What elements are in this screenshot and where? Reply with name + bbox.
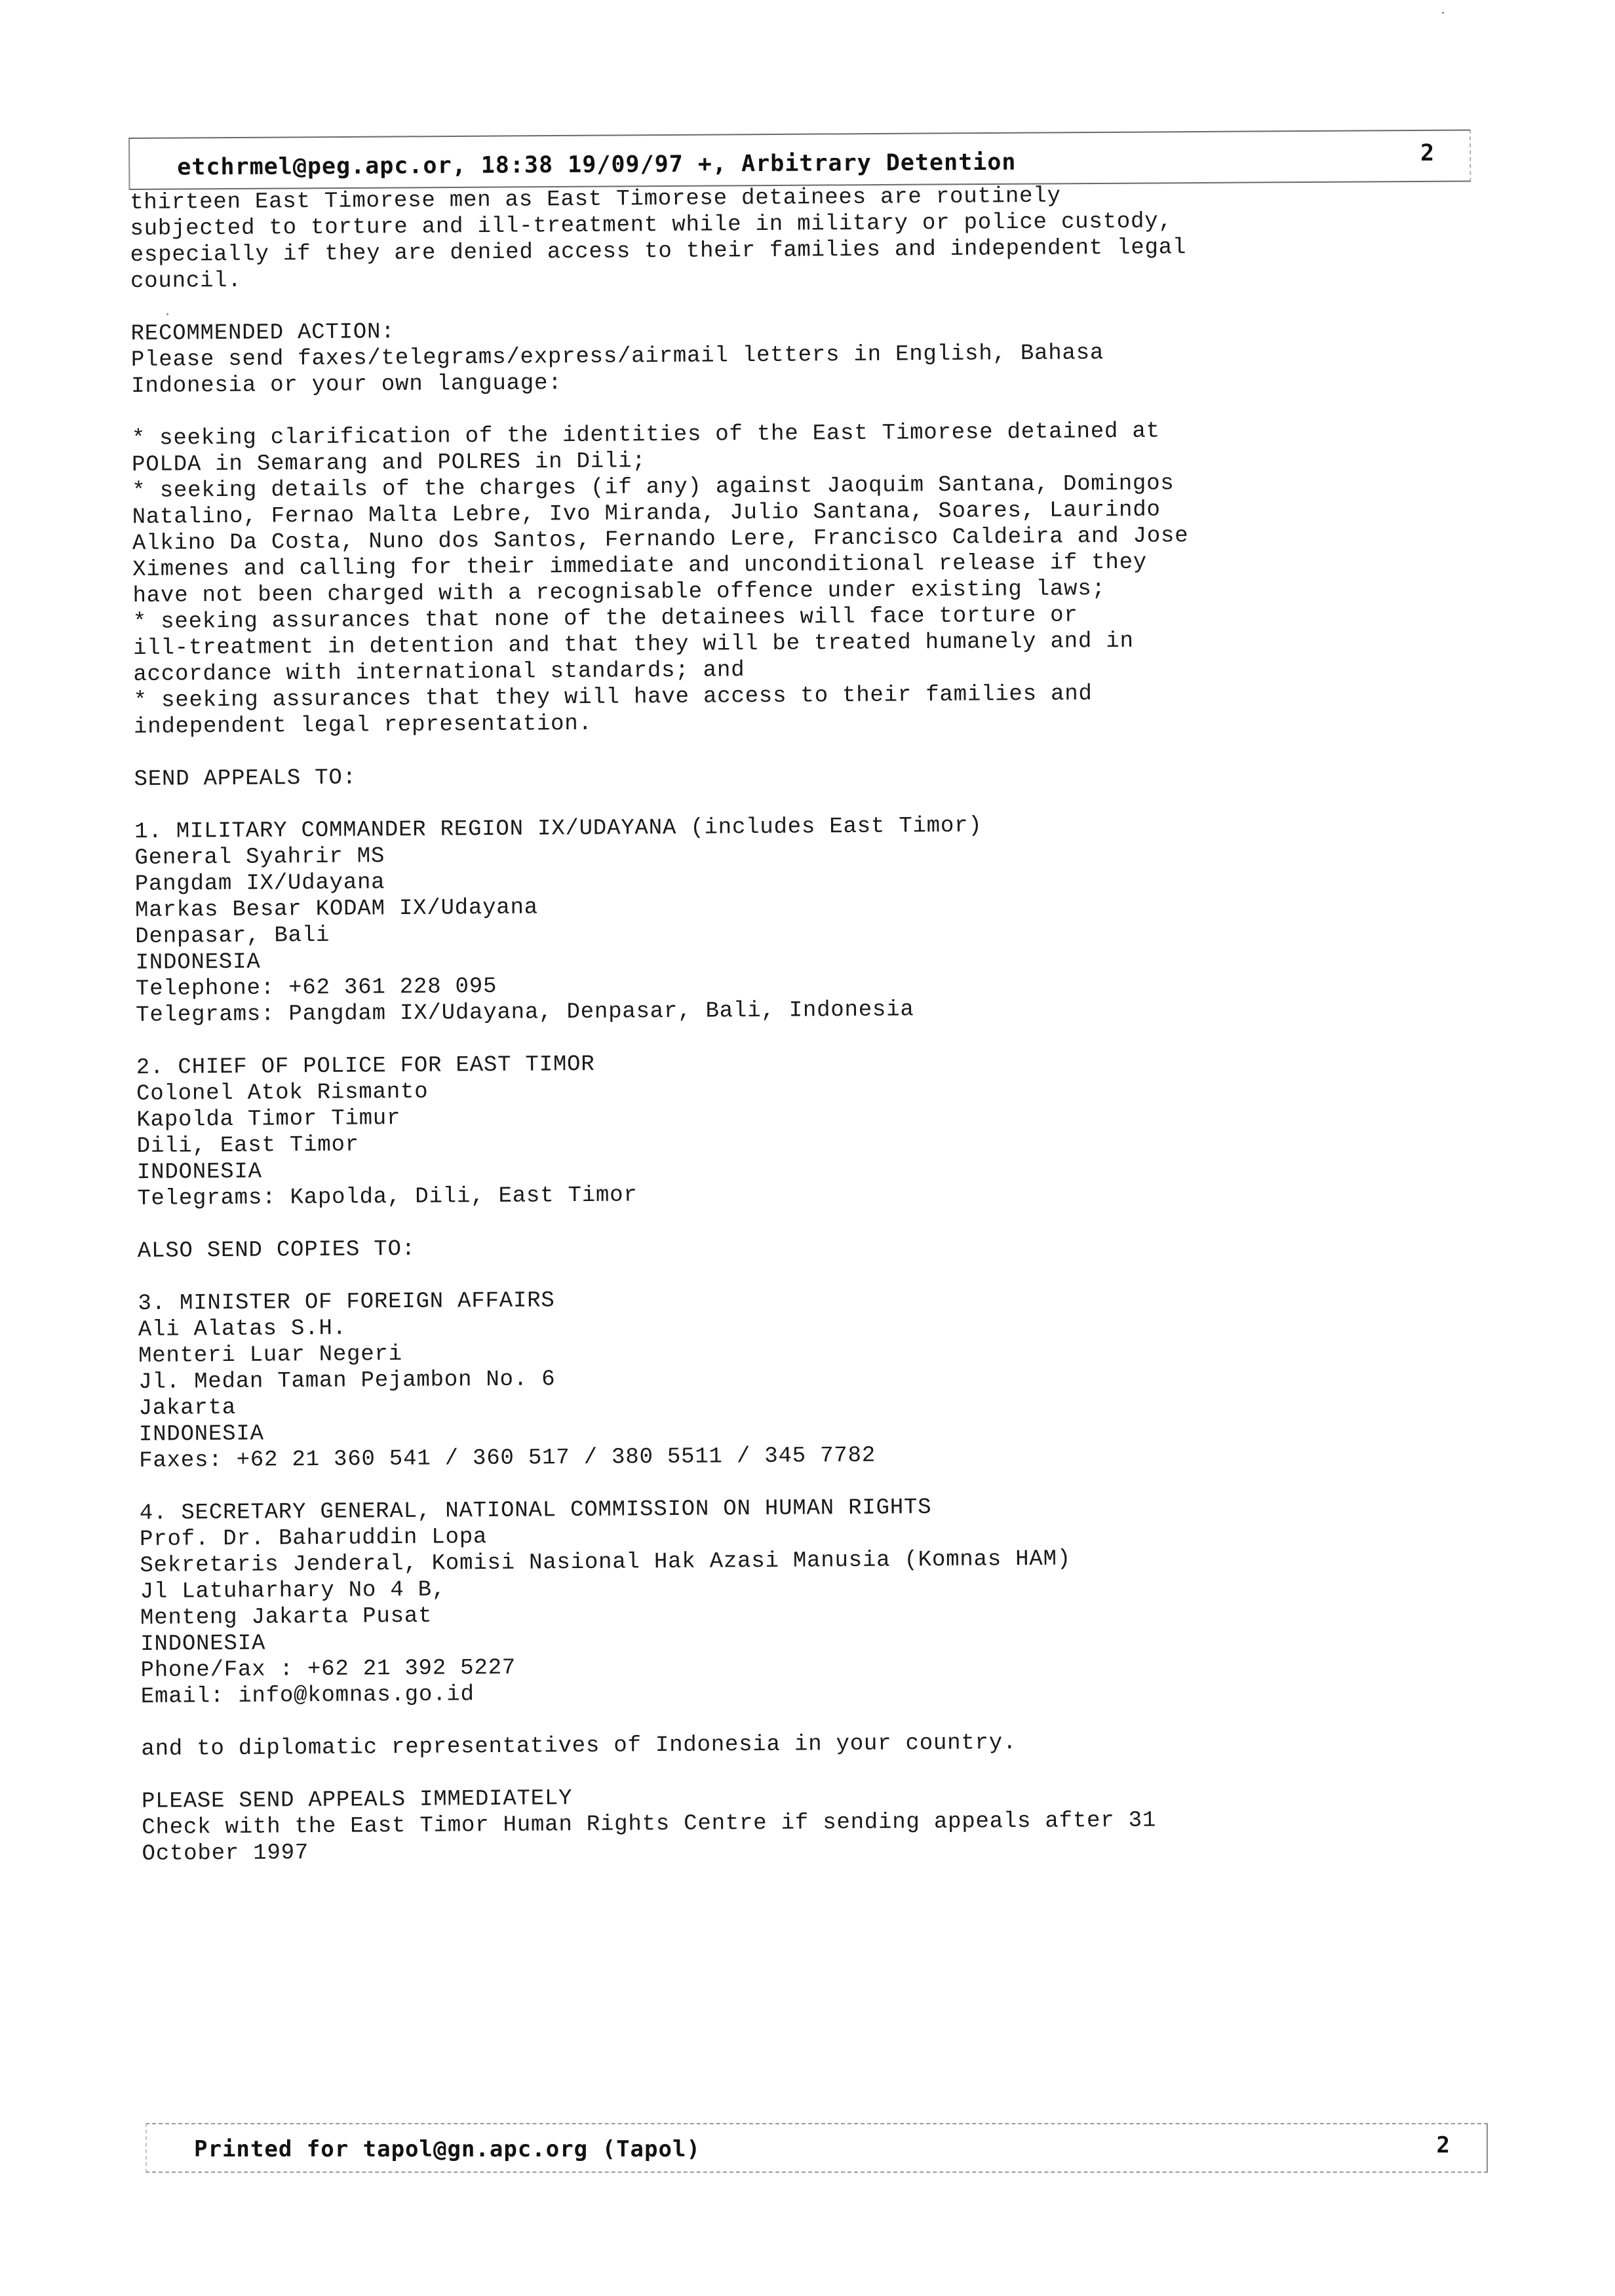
text-line: 2. CHIEF OF POLICE FOR EAST TIMOR xyxy=(136,1052,595,1081)
text-line: accordance with international standards; and xyxy=(133,658,745,687)
paragraph xyxy=(141,1727,1439,1763)
text-line: Colonel Atok Rismanto xyxy=(136,1079,429,1107)
text-line: Ximenes and calling for their immediate and unconditional release if they xyxy=(132,550,1148,583)
text-line: council. xyxy=(130,268,242,294)
print-header xyxy=(128,129,1471,190)
text-line: independent legal representation. xyxy=(133,711,593,740)
paragraph xyxy=(136,1045,1435,1212)
text-line: INDONESIA xyxy=(140,1631,266,1657)
scan-speck xyxy=(1442,12,1444,14)
text-line: 4. SECRETARY GENERAL, NATIONAL COMMISSION ON HUMAN RIGHTS xyxy=(139,1495,932,1526)
text-line: subjected to torture and ill-treatment while in military or police custody, xyxy=(130,209,1173,242)
text-line: Menteng Jakarta Pusat xyxy=(140,1603,433,1631)
text-line: Sekretaris Jenderal, Komisi Nasional Hak Azasi Manusia (Komnas HAM) xyxy=(140,1546,1072,1578)
text-line: * seeking assurances that they will have access to their families and xyxy=(133,681,1093,714)
text-line: Telephone: +62 361 228 095 xyxy=(135,974,497,1002)
text-line: Ali Alatas S.H. xyxy=(138,1316,347,1343)
text-line: Kapolda Timor Timur xyxy=(136,1106,401,1133)
text-line: General Syahrir MS xyxy=(134,844,385,871)
text-line: Alkino Da Costa, Nuno dos Santos, Fernando Lere, Francisco Caldeira and Jose xyxy=(132,524,1189,556)
footer-printed-for: Printed for tapol@gn.apc.org (Tapol) xyxy=(194,2136,701,2162)
text-line: especially if they are denied access to their families and independent legal xyxy=(130,235,1187,268)
text-line: Markas Besar KODAM IX/Udayana xyxy=(134,895,539,923)
text-line: Jakarta xyxy=(138,1395,237,1421)
footer-page-number: 2 xyxy=(1436,2132,1450,2158)
scan-speck xyxy=(166,313,168,315)
text-line: * seeking clarification of the identities of the East Timorese detained at xyxy=(131,419,1160,451)
text-line: Denpasar, Bali xyxy=(135,923,330,949)
text-line: * seeking details of the charges (if any) against Jaoquim Santana, Domingos xyxy=(132,471,1175,504)
text-line: Email: info@komnas.go.id xyxy=(140,1682,475,1710)
paragraph xyxy=(138,1281,1437,1474)
text-line: INDONESIA xyxy=(136,1159,262,1185)
paragraph xyxy=(130,311,1429,400)
paragraph xyxy=(130,180,1428,295)
text-line: Jl Latuharhary No 4 B, xyxy=(140,1577,446,1605)
paragraph xyxy=(134,809,1433,1029)
text-line: Telegrams: Pangdam IX/Udayana, Denpasar, Bali, Indonesia xyxy=(136,997,914,1028)
text-line: Faxes: +62 21 360 541 / 360 517 / 380 5511 / 345 7782 xyxy=(139,1443,876,1474)
text-line: October 1997 xyxy=(142,1841,309,1867)
text-line: Natalino, Fernao Malta Lebre, Ivo Miranda, Julio Santana, Soares, Laurindo xyxy=(132,497,1161,530)
text-line: and to diplomatic representatives of Indonesia in your country. xyxy=(141,1731,1017,1762)
text-line: Please send faxes/telegrams/express/airmail letters in English, Bahasa xyxy=(130,341,1104,373)
text-line: * seeking assurances that none of the detainees will face torture or xyxy=(132,603,1078,635)
text-line: 1. MILITARY COMMANDER REGION IX/UDAYANA (includes East Timor) xyxy=(134,813,983,845)
text-line: Menteri Luar Negeri xyxy=(138,1341,403,1369)
text-line: Telegrams: Kapolda, Dili, East Timor xyxy=(137,1183,638,1212)
text-line: Phone/Fax : +62 21 392 5227 xyxy=(140,1655,516,1683)
header-title: etchrmel@peg.apc.or, 18:38 19/09/97 +, Arbitrary Detention xyxy=(177,149,1017,181)
paragraph xyxy=(140,1491,1439,1710)
text-line: PLEASE SEND APPEALS IMMEDIATELY xyxy=(141,1786,573,1814)
text-line: Dili, East Timor xyxy=(136,1132,360,1159)
text-line: Pangdam IX/Udayana xyxy=(134,870,385,897)
text-line: POLDA in Semarang and POLRES in Dili; xyxy=(131,449,646,478)
text-line: SEND APPEALS TO: xyxy=(134,765,357,792)
paragraph xyxy=(142,1779,1440,1867)
text-line: RECOMMENDED ACTION: xyxy=(130,320,395,347)
text-line: INDONESIA xyxy=(135,949,261,976)
text-line: Jl. Medan Taman Pejambon No. 6 xyxy=(138,1367,556,1395)
text-line: have not been charged with a recognisable offence under existing laws; xyxy=(132,577,1106,609)
paragraph xyxy=(132,416,1431,740)
header-page-number: 2 xyxy=(1420,140,1435,166)
text-line: ALSO SEND COPIES TO: xyxy=(137,1236,416,1264)
text-line: Prof. Dr. Baharuddin Lopa xyxy=(139,1525,488,1552)
text-line: 3. MINISTER OF FOREIGN AFFAIRS xyxy=(138,1288,555,1316)
paragraph xyxy=(134,757,1431,793)
text-line: Check with the East Timor Human Rights Centre if sending appeals after 31 xyxy=(142,1808,1157,1841)
text-line: INDONESIA xyxy=(138,1421,264,1447)
text-line: ill-treatment in detention and that they will be treated humanely and in xyxy=(132,628,1134,661)
document-body xyxy=(130,180,1440,1893)
paragraph xyxy=(138,1229,1435,1265)
text-line: thirteen East Timorese men as East Timorese detainees are routinely xyxy=(130,183,1061,216)
text-line: Indonesia or your own language: xyxy=(131,371,562,399)
print-footer xyxy=(146,2123,1488,2173)
